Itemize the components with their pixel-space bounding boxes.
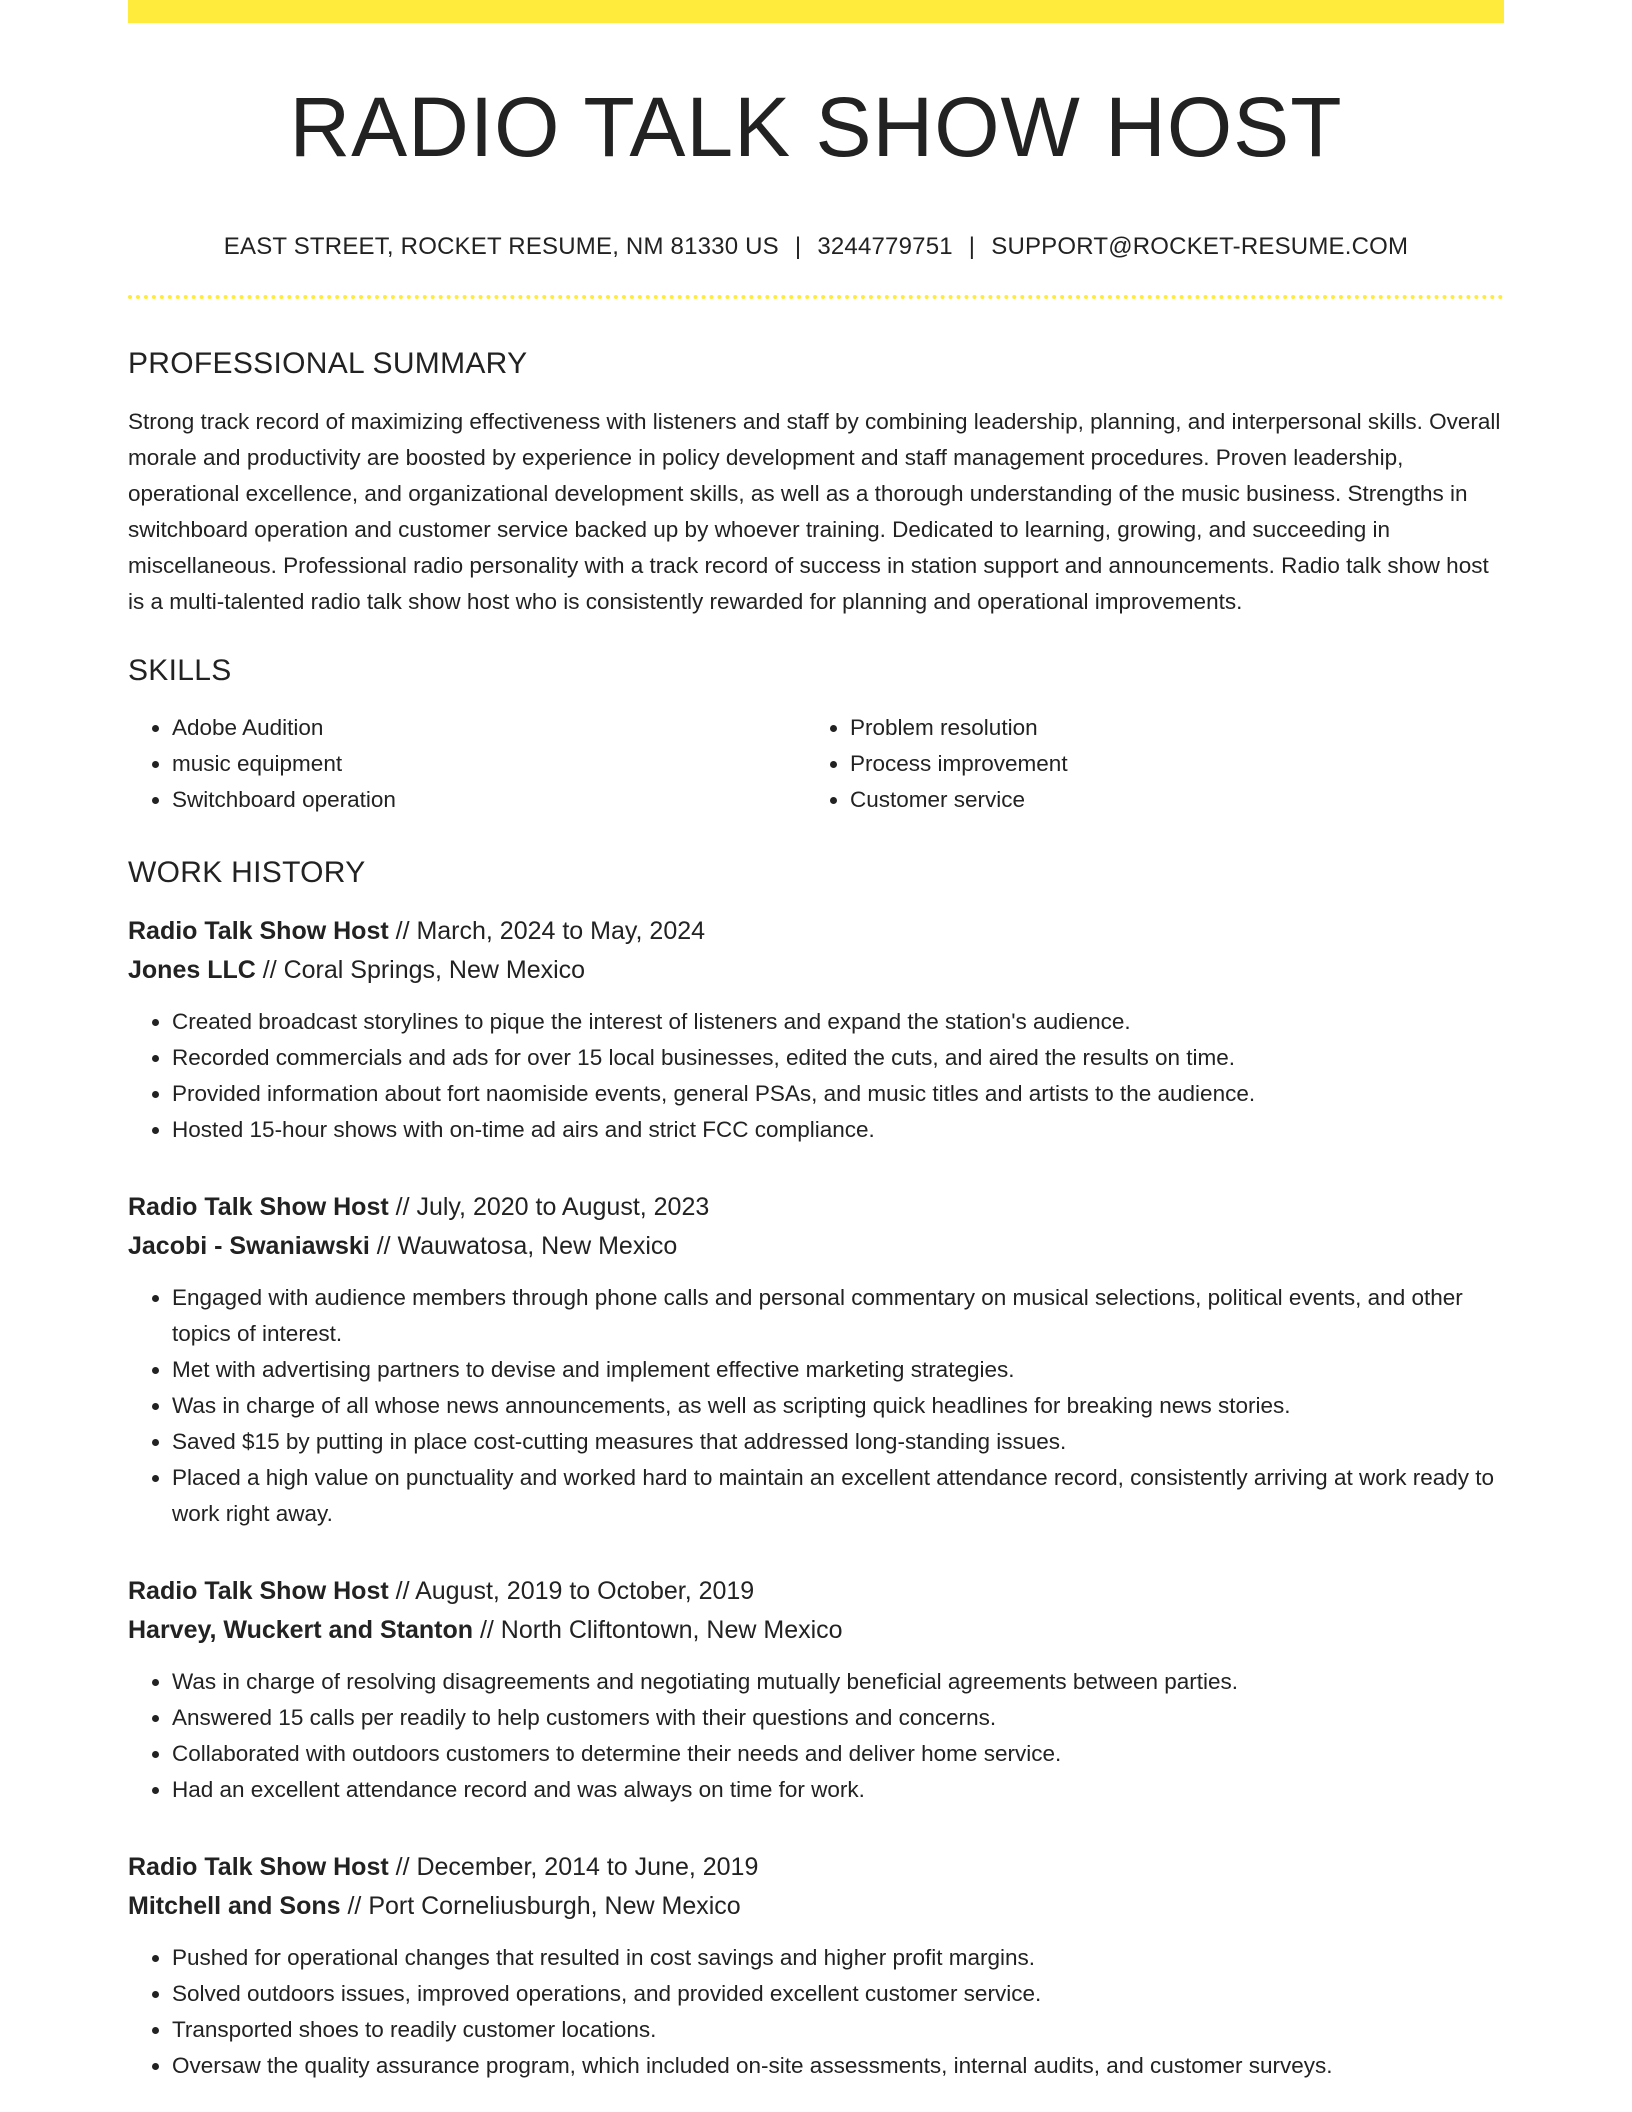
job-dates: // March, 2024 to May, 2024 <box>388 917 706 945</box>
skills-list <box>128 710 1504 818</box>
job-title-line <box>128 912 1504 951</box>
job-bullet: • Met with advertising partners to devise and implement effective marketing strategies. <box>172 1352 1504 1388</box>
contact-email: SUPPORT@ROCKET-RESUME.COM <box>991 233 1409 260</box>
job-location: // Port Corneliusburgh, New Mexico <box>340 1892 741 1920</box>
job-dates: // August, 2019 to October, 2019 <box>388 1577 755 1605</box>
page-title: RADIO TALK SHOW HOST <box>289 80 1343 174</box>
job-company: Mitchell and Sons <box>128 1892 341 1920</box>
job-title-line <box>128 1572 1504 1611</box>
skill-item: • Process improvement <box>850 746 1484 782</box>
job-company-line <box>128 1227 1504 1266</box>
job-bullet: • Answered 15 calls per readily to help customers with their questions and concerns. <box>172 1700 1504 1736</box>
job-entry <box>128 1572 1504 1808</box>
job-title: Radio Talk Show Host <box>128 1193 389 1221</box>
summary-text: Strong track record of maximizing effectiveness with listeners and staff by combining leadership, planning, and interpersonal skills. Overall morale and productivity are boosted by experience in policy development and staff management procedures. Proven leadership, operational excellence, and organizational development skills, as well as a thorough understanding of the music business. Strengths in switchboard operation and customer service backed up by whoever training. Dedicated to learning, growing, and succeeding in miscellaneous. Professional radio personality with a track record of success in station support and announcements. Radio talk show host is a multi-talented radio talk show host who is consistently rewarded for planning and operational improvements. <box>128 409 1501 614</box>
job-entry <box>128 912 1504 1148</box>
contact-separator: | <box>968 233 976 260</box>
job-bullet: • Placed a high value on punctuality and worked hard to maintain an excellent attendance record, consistently arriving at work ready to work right away. <box>172 1460 1504 1532</box>
job-location: // North Cliftontown, New Mexico <box>473 1616 843 1644</box>
job-bullets <box>128 1004 1504 1148</box>
job-location: // Coral Springs, New Mexico <box>255 956 586 984</box>
job-bullet: • Was in charge of all whose news announcements, as well as scripting quick headlines for breaking news stories. <box>172 1388 1504 1424</box>
job-company: Jones LLC <box>128 956 256 984</box>
job-entry <box>128 1848 1504 2084</box>
job-title-line <box>128 1188 1504 1227</box>
job-bullet: • Created broadcast storylines to pique the interest of listeners and expand the station's audience. <box>172 1004 1504 1040</box>
job-location: // Wauwatosa, New Mexico <box>369 1232 678 1260</box>
skill-item: • Adobe Audition <box>172 710 806 746</box>
job-title: Radio Talk Show Host <box>128 1853 389 1881</box>
job-entry <box>128 1188 1504 1532</box>
job-bullet: • Had an excellent attendance record and was always on time for work. <box>172 1772 1504 1808</box>
contact-phone: 3244779751 <box>817 233 953 260</box>
job-bullet: • Recorded commercials and ads for over 15 local businesses, edited the cuts, and aired the results on time. <box>172 1040 1504 1076</box>
job-bullet: • Oversaw the quality assurance program, which included on-site assessments, internal audits, and customer surveys. <box>172 2048 1504 2084</box>
skills-column-right <box>806 710 1484 818</box>
job-company: Harvey, Wuckert and Stanton <box>128 1616 473 1644</box>
job-title: Radio Talk Show Host <box>128 1577 389 1605</box>
skill-item: • Problem resolution <box>850 710 1484 746</box>
job-bullet: • Was in charge of resolving disagreements and negotiating mutually beneficial agreements between parties. <box>172 1664 1504 1700</box>
resume-page <box>128 0 1504 2084</box>
job-bullet: • Provided information about fort naomiside events, general PSAs, and music titles and artists to the audience. <box>172 1076 1504 1112</box>
skills-column-left <box>128 710 806 818</box>
job-dates: // December, 2014 to June, 2019 <box>388 1853 759 1881</box>
job-company-line <box>128 951 1504 990</box>
accent-top-bar <box>128 0 1504 23</box>
skills-heading: SKILLS <box>128 654 232 687</box>
skill-item: • Switchboard operation <box>172 782 806 818</box>
skill-item: • Customer service <box>850 782 1484 818</box>
job-bullets <box>128 1940 1504 2084</box>
contact-line <box>128 235 1504 259</box>
summary-heading: PROFESSIONAL SUMMARY <box>128 347 528 380</box>
job-bullets <box>128 1280 1504 1532</box>
job-bullet: • Solved outdoors issues, improved operations, and provided excellent customer service. <box>172 1976 1504 2012</box>
skill-item: • music equipment <box>172 746 806 782</box>
work-history-heading: WORK HISTORY <box>128 856 366 889</box>
job-bullet: • Engaged with audience members through phone calls and personal commentary on musical selections, political events, and other topics of interest. <box>172 1280 1504 1352</box>
job-company: Jacobi - Swaniawski <box>128 1232 370 1260</box>
job-title: Radio Talk Show Host <box>128 917 389 945</box>
job-bullet: • Saved $15 by putting in place cost-cutting measures that addressed long-standing issues. <box>172 1424 1504 1460</box>
dotted-divider <box>128 295 1504 299</box>
job-bullet: • Pushed for operational changes that resulted in cost savings and higher profit margins. <box>172 1940 1504 1976</box>
job-bullet: • Hosted 15-hour shows with on-time ad airs and strict FCC compliance. <box>172 1112 1504 1148</box>
job-bullet: • Transported shoes to readily customer locations. <box>172 2012 1504 2048</box>
job-bullets <box>128 1664 1504 1808</box>
job-company-line <box>128 1887 1504 1926</box>
job-bullet: • Collaborated with outdoors customers to determine their needs and deliver home service. <box>172 1736 1504 1772</box>
job-dates: // July, 2020 to August, 2023 <box>388 1193 710 1221</box>
contact-separator: | <box>794 233 802 260</box>
job-title-line <box>128 1848 1504 1887</box>
contact-address: EAST STREET, ROCKET RESUME, NM 81330 US <box>223 233 779 260</box>
job-company-line <box>128 1611 1504 1650</box>
